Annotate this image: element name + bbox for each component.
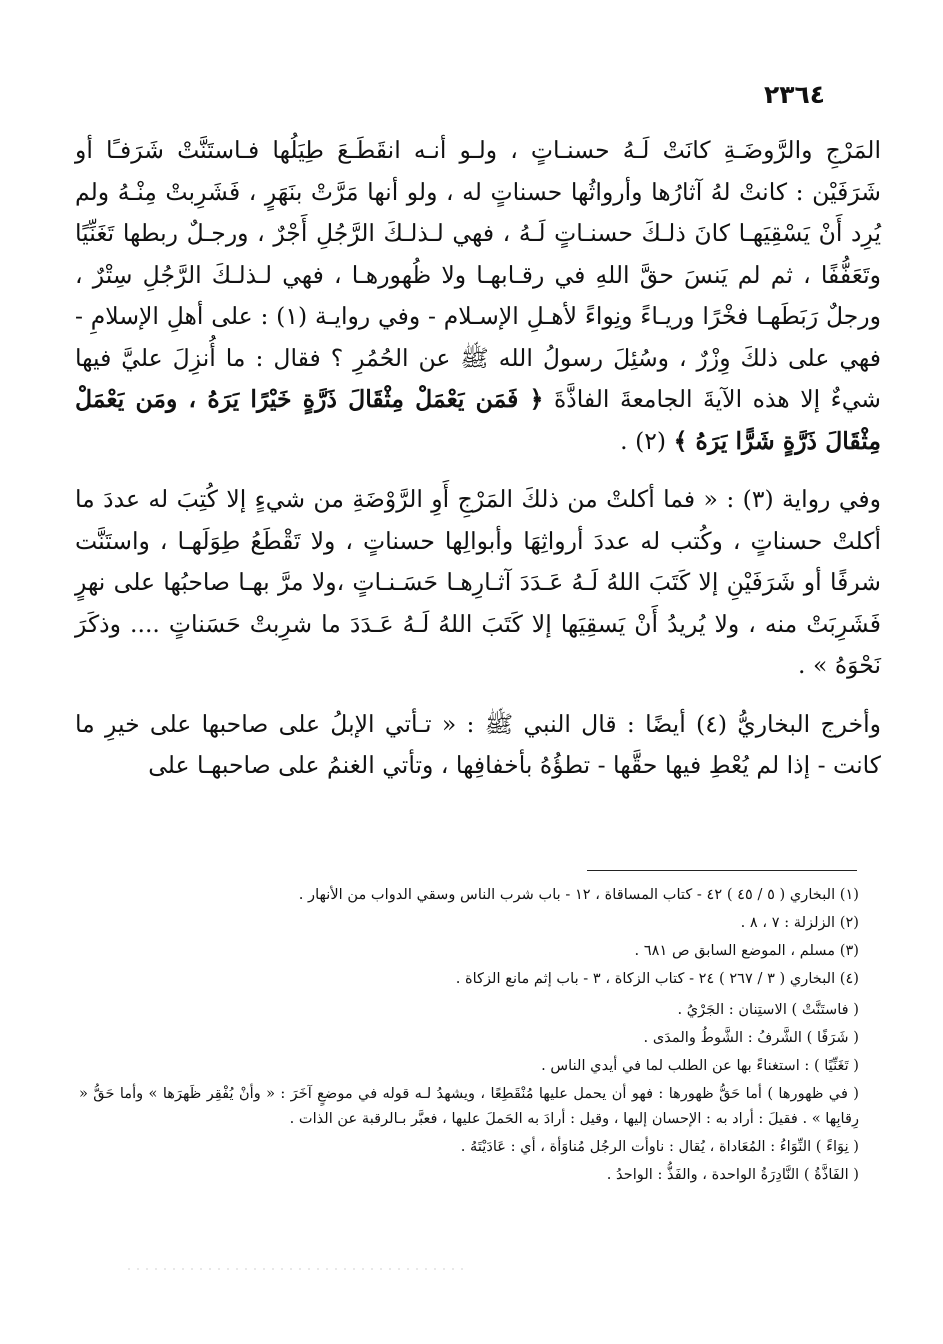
paragraph-1-end: (٢) . — [620, 426, 667, 455]
glossary-item-niwaa: ( نِوَاءً ) النِّوَاءُ : المُعَاداة ، يُقال : ناوأت الرجُل مُناوَأة ، أي : عَادَيْتَهُ . — [460, 1138, 859, 1155]
footnote-2: (٢) الزلزلة : ٧ ، ٨ . — [740, 914, 859, 931]
scan-smudge — [128, 1268, 468, 1270]
footnote-1: (١) البخاري ( ٥ / ٤٥ ) ٤٢ - كتاب المساقاة ، ١٢ - باب شرب الناس وسقي الدواب من الأنهار . — [298, 886, 859, 903]
glossary-item-sharaf: ( شَرَفًا ) الشَّرفُ : الشَّوطُ والمدَى . — [643, 1029, 859, 1046]
main-text — [75, 130, 881, 787]
quran-verse: ﴿ فَمَن يَعْمَلْ مِثْقَالَ ذَرَّةٍ خَيْرًا يَرَهُ ، ومَن يَعْمَلْ مِثْقَالَ ذَرَّةٍ شَرًّا يَرَهُ ﴾ — [75, 385, 881, 455]
footnotes-section — [79, 882, 859, 1190]
glossary-item-istannat: ( فاستَنَّتْ ) الاستِنان : الجَرْيُ . — [677, 1001, 859, 1018]
footnote-4: (٤) البخاري ( ٣ / ٢٦٧ ) ٢٤ - كتاب الزكاة ، ٣ - باب إثم مانع الزكاة . — [455, 970, 859, 987]
glossary-item-faddha: ( الفَاذَّةُ ) النَّادِرَةُ الواحدة ، والفَذُّ : الواحدُ . — [606, 1166, 859, 1183]
paragraph-2: وفي رواية (٣) : « فما أكلتْ من ذلكَ المَرْجِ أَوِ الرَّوْضَةِ من شيءٍ إلا كُتِبَ له عددَ ما أكلتْ حسناتٍ ، وكُتب له عددَ أرواثِهَا وأبوالِها حسناتٍ ، ولا تَقْطَعُ طِوَلَهـا ، واستَنَّت شرفًا أو شَرَفَيْنِ إلا كَتَبَ اللهُ لَـهُ عَـدَدَ آثـارِهـا حَسَـنـاتٍ ،ولا مرَّ بهـا صاحبُها على نهرٍ فَشَرِبَتْ منه ، ولا يُريدُ أَنْ يَسقِيَها إلا كَتَبَ اللهُ لَـهُ عَـدَدَ ما شرِبتْ حَسَناتٍ .... وذكَرَ نَحْوَهُ » . — [75, 485, 881, 679]
glossary-item-zuhuriha: ( في ظهورها ) أما حَقُّ ظهورها : فهو أن يحمل عليها مُنْقَطِعًا ، ويشهدُ لـه قوله في موضعٍ آخَرَ : « وأنْ يُفْقِر ظَهرَها » وأما حَقُّ « رِقابِها » . فقيلَ : أراد به : الإحسان إليها ، وقيل : أرادَ به الحَملَ عليها ، فعبَّر بـالرقبة عن الذات . — [79, 1085, 859, 1127]
paragraph-1-text: المَرْجِ والرَّوضَـةِ كانَتْ لَـهُ حسنـاتٍ ، ولـو أنـه انقَطَـعَ طِيَلُها فـاستَنَّتْ شَرَفـًا أو شَرَفَيْن : كانتْ لهُ آثارُها وأرواثُها حسناتٍ له ، ولو أنها مَرَّتْ بنَهَرٍ ، فَشَرِبتْ مِنْـهُ ولم يُرِد أَنْ يَسْقِيَهـا كانَ ذلـكَ حسنـاتٍ لَـهُ ، فهي لـذلـكَ الرَّجُلِ أَجْرٌ ، ورجـلٌ ربطها تَغَنِّيًا وتَعَفُّفًا ، ثم لم يَنسَ حقَّ اللهِ في رقـابهـا ولا ظُهورهـا ، فهي لـذلـكَ الرَّجُلِ سِتْرٌ ، ورجلٌ رَبَطَهـا فخْرًا وريـاءً ونِواءً لأهـلِ الإسـلام - وفي روايـة (١) : على أهلِ الإسلامِ - فهي على ذلكَ وِزْرٌ ، وسُئِلَ رسولُ الله ﷺ عن الحُمُرِ ؟ فقال : ما أُنزِلَ عليَّ فيها شيءٌ إلا هذه الآيةَ الجامعةَ الفاذَّةَ — [75, 136, 882, 413]
paragraph-3: وأخرج البخاريُّ (٤) أيضًا : قال النبي ﷺ : « تـأتي الإبلُ على صاحبها على خيرِ ما كانت - إذا لم يُعْطِ فيها حقَّها - تطؤُهُ بأخفافِها ، وتأتي الغنمُ على صاحبهـا على — [75, 709, 881, 779]
footnote-divider — [587, 870, 857, 871]
page-number: ٢٣٦٤ — [763, 80, 825, 109]
glossary-item-taghanniyan: ( تَغَنِّيًا ) : استغناءً بها عن الطلب لما في أيدي الناس . — [541, 1057, 859, 1074]
paragraph-1 — [75, 130, 881, 462]
footnote-3: (٣) مسلم ، الموضع السابق ص ٦٨١ . — [634, 942, 859, 959]
